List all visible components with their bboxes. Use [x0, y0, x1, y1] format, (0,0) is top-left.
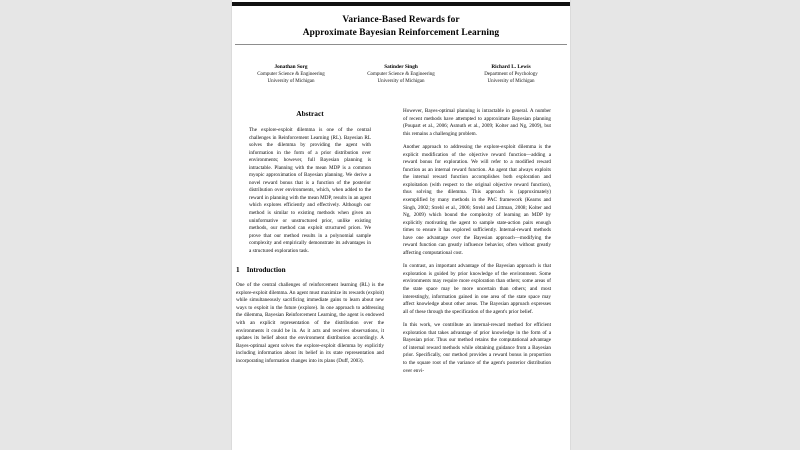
body-paragraph: However, Bayes-optimal planning is intractable in general. A number of recent methods have attempted to approximate Bayesian planning (Poupart et al., 2006; Asmuth et al., 2009; Kolter and Ng, 2009), but this remains a challenging problem.	[403, 108, 551, 137]
author-entry	[456, 64, 566, 85]
title-line-2: Approximate Bayesian Reinforcement Learning	[302, 27, 500, 38]
title-divider-rule	[235, 44, 567, 45]
title-line-1: Variance-Based Rewards for	[342, 15, 460, 25]
abstract-block	[236, 108, 384, 255]
page-title	[232, 14, 570, 39]
body-paragraph: In contrast, an important advantage of the Bayesian approach is that exploration is guided by prior knowledge of the environment. Some environments may require more exploration than others; some areas of the state space may be more uncertain than others; and most interestingly, information gained in one area of the state space may affect knowledge about other areas. The Bayesian approach expresses all of these through the specification of the agent's prior belief.	[403, 263, 551, 315]
top-black-rule	[232, 2, 570, 6]
paper-page	[232, 0, 570, 450]
author-name: Jonathan Sorg	[274, 64, 308, 70]
author-institution: University of Michigan	[487, 79, 535, 85]
section-title: Introduction	[246, 266, 286, 275]
author-name: Richard L. Lewis	[491, 64, 531, 70]
right-column	[403, 108, 551, 450]
section-heading-introduction	[236, 265, 384, 275]
author-department: Computer Science & Engineering	[367, 72, 435, 78]
author-entry	[236, 64, 346, 85]
author-department: Computer Science & Engineering	[257, 72, 325, 78]
body-paragraph: In this work, we contribute an internal-reward method for efficient exploration that takes advantage of prior knowledge in the form of a Bayesian prior. Thus our method retains the computational advantage of internal reward methods while obtaining guidance from a Bayesian prior. Specifically, our method provides a reward bonus in proportion to the square root of the variance of the agent's posterior distribution over envi-	[403, 322, 551, 374]
body-paragraph: Another approach to addressing the explore-exploit dilemma is the explicit modification of the objective reward function—adding a reward bonus for exploration. We will refer to a modified reward function as an internal reward function. An agent that always exploits the internal reward function accomplishes both exploration and exploitation (with respect to the original objective reward function), thus solving the dilemma. This approach is (approximately) exemplified by many methods in the PAC framework (Kearns and Singh, 2002; Strehl et al., 2006; Strehl and Littman, 2008; Kolter and Ng, 2009) which bound the complexity of learning an MDP by explicitly motivating the agent to sample state-action pairs enough times to ensure it has explored sufficiently. Internal-reward methods have one advantage over the Bayesian approach—modifying the reward function can greatly influence behavior, often without greatly affecting computational cost.	[403, 144, 551, 256]
author-block	[236, 64, 566, 85]
section-number: 1	[236, 266, 240, 275]
intro-paragraph: One of the central challenges of reinforcement learning (RL) is the explore-exploit dilemma. An agent must maximize its rewards (exploit) while simultaneously sacrificing immediate gains to learn about new ways to exploit in the future (explore). In one approach to addressing the dilemma, Bayesian Reinforcement Learning, the agent is endowed with an explicit representation of the distribution over the environments it could be in. As it acts and receives observations, it updates its belief about the environment distribution accordingly. A Bayes-optimal agent solves the explore-exploit dilemma by explicitly including information about its belief in its state representation and incorporating information changes into its plans (Duff, 2003).	[236, 282, 384, 364]
abstract-heading: Abstract	[296, 109, 324, 118]
author-institution: University of Michigan	[267, 79, 315, 85]
left-column	[236, 108, 384, 450]
author-institution: University of Michigan	[377, 79, 425, 85]
author-entry	[346, 64, 456, 85]
two-column-body	[232, 108, 570, 450]
abstract-paragraph: The explore-exploit dilemma is one of the central challenges in Reinforcement Learning (RL). Bayesian RL solves the dilemma by providing the agent with information in the form of a prior distribution over environments; however, full Bayesian planning is intractable. Planning with the mean MDP is a common myopic approximation of Bayesian planning. We derive a novel reward bonus that is a function of the posterior distribution over environments, which, when added to the reward in planning with the mean MDP, results in an agent which explores efficiently and effectively. Although our method is similar to existing methods when given an uninformative or unstructured prior, unlike existing methods, our method can exploit structured priors. We prove that our method results in a polynomial sample complexity and empirically demonstrate its advantages in a structured exploration task.	[249, 127, 371, 254]
author-department: Department of Psychology	[484, 72, 538, 78]
author-name: Satinder Singh	[384, 64, 418, 70]
